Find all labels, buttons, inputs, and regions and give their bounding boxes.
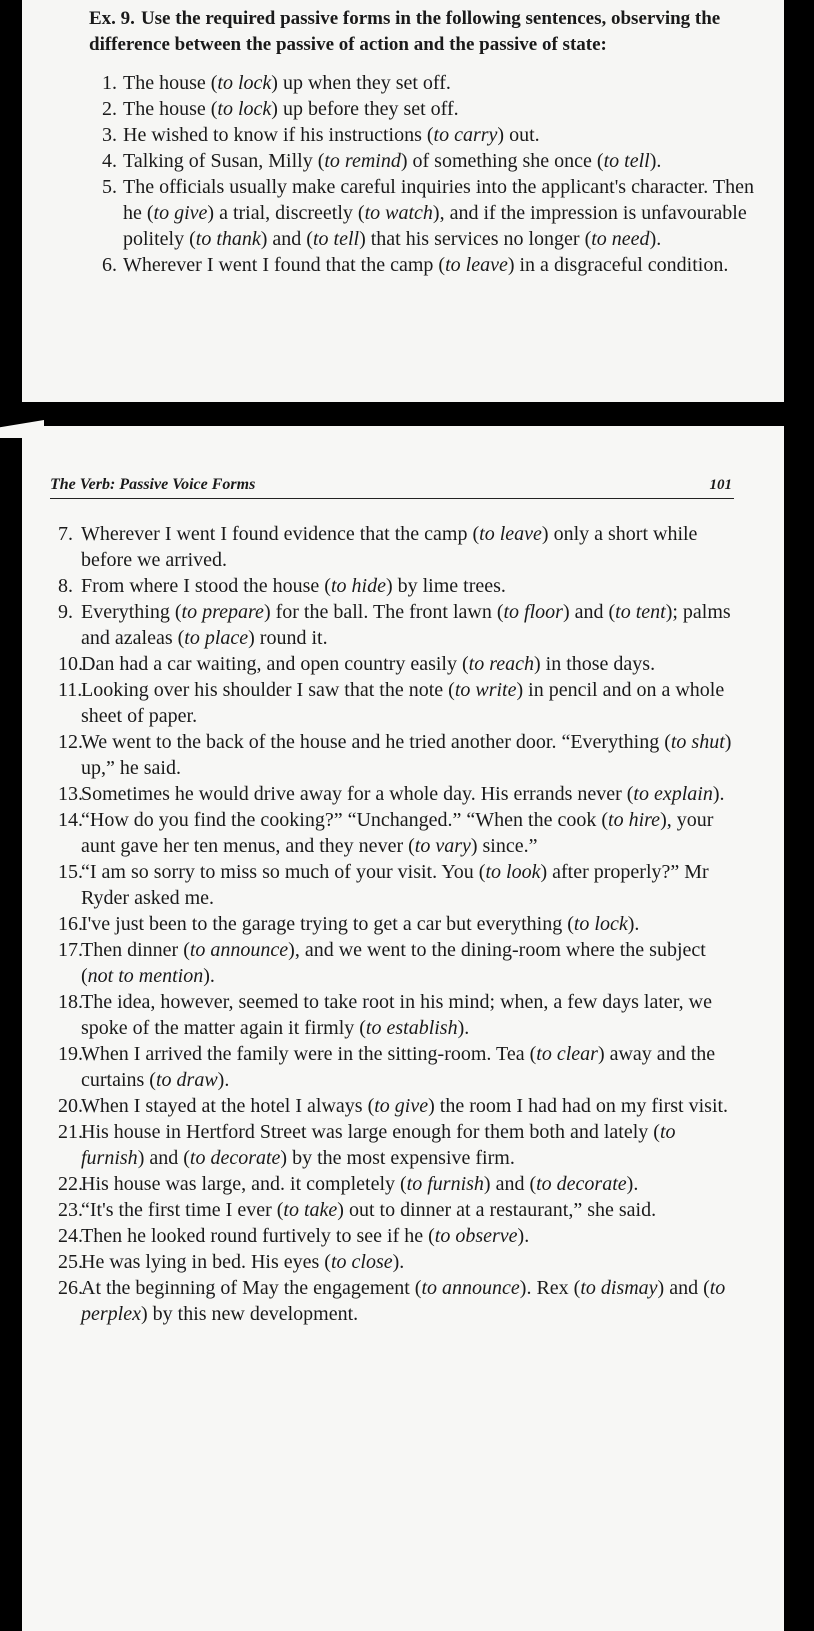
- verb-prompt: to tent: [615, 601, 666, 623]
- exercise-sentence: [50, 1223, 734, 1249]
- sentence-text: ).: [392, 1251, 405, 1273]
- sentence-text: ).: [649, 150, 662, 172]
- verb-prompt: to decorate: [536, 1173, 627, 1195]
- exercise-sentence: [50, 651, 734, 677]
- verb-prompt: to observe: [434, 1225, 518, 1247]
- exercise-sentence: [50, 521, 734, 573]
- exercise-sentence: [50, 1275, 734, 1327]
- exercise-number: Ex. 9.: [89, 8, 135, 29]
- sentence-text: He was lying in bed. His eyes (: [81, 1251, 331, 1273]
- verb-prompt: to decorate: [189, 1147, 281, 1169]
- exercise-sentence: [50, 1119, 734, 1171]
- exercise-sentence: [50, 781, 734, 807]
- sentence-text: The idea, however, seemed to take root in his mind; when, a few days later, we spoke of the matter again it firmly (: [81, 991, 712, 1039]
- sentence-text: At the beginning of May the engagement (: [81, 1277, 422, 1299]
- exercise-sentence: [50, 911, 734, 937]
- sentence-text: ) by the most expensive firm.: [280, 1147, 515, 1169]
- verb-prompt: to need: [591, 228, 650, 250]
- exercise-sentence: [50, 677, 734, 729]
- sentence-text: Dan had a car waiting, and open country easily (: [81, 653, 469, 675]
- sentence-text: ) and (: [657, 1277, 710, 1299]
- sentence-number: 18.: [58, 991, 83, 1013]
- page-number: 101: [709, 477, 732, 493]
- sentence-text: Then dinner (: [81, 939, 190, 961]
- verb-prompt: to shut: [670, 731, 725, 753]
- sentence-text: ) by this new development.: [140, 1303, 359, 1325]
- exercise-list-bottom: [50, 521, 734, 1327]
- sentence-text: ).: [626, 1173, 639, 1195]
- verb-prompt: to furnish: [406, 1173, 484, 1195]
- sentence-text: The house (: [123, 98, 218, 120]
- sentence-text: ).: [457, 1017, 470, 1039]
- exercise-sentence: [50, 989, 734, 1041]
- exercise-sentence: [50, 1171, 734, 1197]
- sentence-text: ), and we went to the dining-room where the subject (: [81, 939, 706, 987]
- verb-prompt: to hide: [330, 575, 386, 597]
- sentence-text: From where I stood the house (: [81, 575, 331, 597]
- verb-prompt: to hire: [608, 809, 661, 831]
- exercise-list-top: [89, 70, 760, 278]
- sentence-number: 8.: [58, 575, 73, 597]
- sentence-number: 11.: [58, 679, 83, 701]
- exercise-heading: [89, 6, 760, 58]
- verb-prompt: to remind: [324, 150, 401, 172]
- verb-prompt: to draw: [155, 1069, 218, 1091]
- sentence-number: 5.: [102, 176, 117, 198]
- sentence-number: 6.: [102, 254, 117, 276]
- exercise-sentence: [50, 573, 734, 599]
- verb-prompt: not to mention: [87, 965, 204, 987]
- verb-prompt: to tell: [312, 228, 360, 250]
- verb-prompt: to vary: [414, 835, 471, 857]
- sentence-text: When I arrived the family were in the sitting-room. Tea (: [81, 1043, 537, 1065]
- sentence-text: Wherever I went I found that the camp (: [123, 254, 446, 276]
- sentence-text: The officials usually make careful inquiries into the applicant's character. Then he (: [123, 176, 754, 224]
- sentence-text: I've just been to the garage trying to get a car but everything (: [81, 913, 574, 935]
- sentence-text: ).: [217, 1069, 230, 1091]
- sentence-number: 4.: [102, 150, 117, 172]
- sentence-text: Sometimes he would drive away for a whole day. His errands never (: [81, 783, 634, 805]
- sentence-number: 10.: [58, 653, 83, 675]
- exercise-instruction: Use the required passive forms in the following sentences, observing the difference between the passive of action and the passive of state:: [89, 8, 721, 55]
- sentence-text: ).: [712, 783, 725, 805]
- sentence-text: ); palms and azaleas (: [81, 601, 731, 649]
- sentence-text: “How do you find the cooking?” “Unchanged.” “When the cook (: [81, 809, 609, 831]
- verb-prompt: to lock: [217, 72, 272, 94]
- sentence-text: ) up when they set off.: [271, 72, 451, 94]
- sentence-text: His house was large, and. it completely (: [81, 1173, 407, 1195]
- sentence-number: 2.: [102, 98, 117, 120]
- sentence-text: We went to the back of the house and he tried another door. “Everything (: [81, 731, 671, 753]
- sentence-text: ) and (: [137, 1147, 190, 1169]
- sentence-text: Talking of Susan, Milly (: [123, 150, 325, 172]
- exercise-sentence: [50, 599, 734, 651]
- sentence-text: ). Rex (: [519, 1277, 581, 1299]
- verb-prompt: to dismay: [580, 1277, 658, 1299]
- verb-prompt: to lock: [217, 98, 272, 120]
- sentence-text: “I am so sorry to miss so much of your visit. You (: [81, 861, 486, 883]
- exercise-sentence: [50, 1249, 734, 1275]
- sentence-text: ) in those days.: [534, 653, 656, 675]
- sentence-text: Then he looked round furtively to see if he (: [81, 1225, 435, 1247]
- sentence-text: ) up before they set off.: [271, 98, 459, 120]
- sentence-number: 13.: [58, 783, 83, 805]
- sentence-text: Looking over his shoulder I saw that the note (: [81, 679, 455, 701]
- verb-prompt: to explain: [633, 783, 713, 805]
- sentence-number: 25.: [58, 1251, 83, 1273]
- verb-prompt: to announce: [421, 1277, 520, 1299]
- verb-prompt: to give: [153, 202, 208, 224]
- sentence-number: 20.: [58, 1095, 83, 1117]
- verb-prompt: to tell: [603, 150, 650, 172]
- exercise-sentence: [50, 1041, 734, 1093]
- exercise-sentence: [89, 96, 760, 122]
- verb-prompt: to perplex: [81, 1277, 726, 1325]
- verb-prompt: to establish: [365, 1017, 458, 1039]
- verb-prompt: to close: [330, 1251, 393, 1273]
- running-head: [50, 476, 734, 499]
- sentence-text: ) for the ball. The front lawn (: [263, 601, 504, 623]
- sentence-text: ).: [517, 1225, 530, 1247]
- sentence-text: ) after properly?” Mr Ryder asked me.: [81, 861, 709, 909]
- exercise-sentence: [50, 937, 734, 989]
- verb-prompt: to announce: [189, 939, 289, 961]
- exercise-sentence: [89, 148, 760, 174]
- verb-prompt: to watch: [364, 202, 433, 224]
- sentence-text: ) up,” he said.: [81, 731, 732, 779]
- verb-prompt: to give: [374, 1095, 429, 1117]
- sentence-text: ) that his services no longer (: [359, 228, 592, 250]
- sentence-text: ) by lime trees.: [385, 575, 506, 597]
- sentence-number: 7.: [58, 523, 73, 545]
- sentence-text: ) and (: [562, 601, 616, 623]
- sentence-text: ) only a short while before we arrived.: [81, 523, 698, 571]
- verb-prompt: to prepare: [181, 601, 264, 623]
- verb-prompt: to place: [184, 627, 249, 649]
- exercise-sentence: [50, 1197, 734, 1223]
- verb-prompt: to floor: [503, 601, 563, 623]
- verb-prompt: to write: [454, 679, 517, 701]
- sentence-number: 12.: [58, 731, 83, 753]
- sentence-number: 1.: [102, 72, 117, 94]
- sentence-text: ), and if the impression is unfavourable politely (: [123, 202, 747, 250]
- sentence-text: ) a trial, discreetly (: [207, 202, 365, 224]
- verb-prompt: to leave: [445, 254, 508, 276]
- sentence-number: 17.: [58, 939, 83, 961]
- sentence-text: ) out.: [497, 124, 540, 146]
- sentence-text: ) away and the curtains (: [81, 1043, 716, 1091]
- bottom-page: [22, 426, 784, 1631]
- sentence-number: 22.: [58, 1173, 83, 1195]
- sentence-number: 23.: [58, 1199, 83, 1221]
- sentence-text: ) out to dinner at a restaurant,” she said.: [337, 1199, 657, 1221]
- sentence-number: 24.: [58, 1225, 83, 1247]
- sentence-text: “It's the first time I ever (: [81, 1199, 284, 1221]
- sentence-number: 9.: [58, 601, 73, 623]
- exercise-sentence: [89, 70, 760, 96]
- sentence-text: ) and (: [483, 1173, 537, 1195]
- exercise-sentence: [50, 859, 734, 911]
- verb-prompt: to carry: [433, 124, 498, 146]
- sentence-text: ), your aunt gave her ten menus, and they never (: [81, 809, 714, 857]
- sentence-text: Everything (: [81, 601, 182, 623]
- chapter-title: The Verb: Passive Voice Forms: [50, 476, 256, 493]
- verb-prompt: to take: [283, 1199, 338, 1221]
- sentence-text: ) in pencil and on a whole sheet of paper.: [81, 679, 725, 727]
- sentence-text: ).: [627, 913, 640, 935]
- verb-prompt: to furnish: [81, 1121, 676, 1169]
- sentence-number: 16.: [58, 913, 83, 935]
- verb-prompt: to lock: [573, 913, 628, 935]
- sentence-number: 26.: [58, 1277, 83, 1299]
- verb-prompt: to clear: [536, 1043, 598, 1065]
- exercise-sentence: [89, 174, 760, 252]
- exercise-sentence: [50, 807, 734, 859]
- sentence-text: ) since.”: [470, 835, 538, 857]
- sentence-text: ) of something she once (: [400, 150, 604, 172]
- sentence-number: 21.: [58, 1121, 83, 1143]
- top-page: [22, 0, 784, 402]
- sentence-number: 19.: [58, 1043, 83, 1065]
- verb-prompt: to thank: [195, 228, 261, 250]
- sentence-text: He wished to know if his instructions (: [123, 124, 434, 146]
- exercise-sentence: [89, 252, 760, 278]
- exercise-sentence: [50, 1093, 734, 1119]
- sentence-text: His house in Hertford Street was large enough for them both and lately (: [81, 1121, 660, 1143]
- sentence-text: ) the room I had had on my first visit.: [428, 1095, 729, 1117]
- verb-prompt: to leave: [479, 523, 542, 545]
- sentence-text: The house (: [123, 72, 218, 94]
- sentence-number: 15.: [58, 861, 83, 883]
- sentence-text: ) round it.: [248, 627, 328, 649]
- sentence-text: Wherever I went I found evidence that the camp (: [81, 523, 480, 545]
- verb-prompt: to look: [485, 861, 541, 883]
- sentence-text: ).: [649, 228, 662, 250]
- sentence-text: When I stayed at the hotel I always (: [81, 1095, 375, 1117]
- sentence-number: 3.: [102, 124, 117, 146]
- sentence-text: ).: [203, 965, 215, 987]
- sentence-text: ) in a disgraceful condition.: [507, 254, 729, 276]
- sentence-text: ) and (: [260, 228, 313, 250]
- exercise-sentence: [50, 729, 734, 781]
- verb-prompt: to reach: [468, 653, 534, 675]
- sentence-number: 14.: [58, 809, 83, 831]
- exercise-sentence: [89, 122, 760, 148]
